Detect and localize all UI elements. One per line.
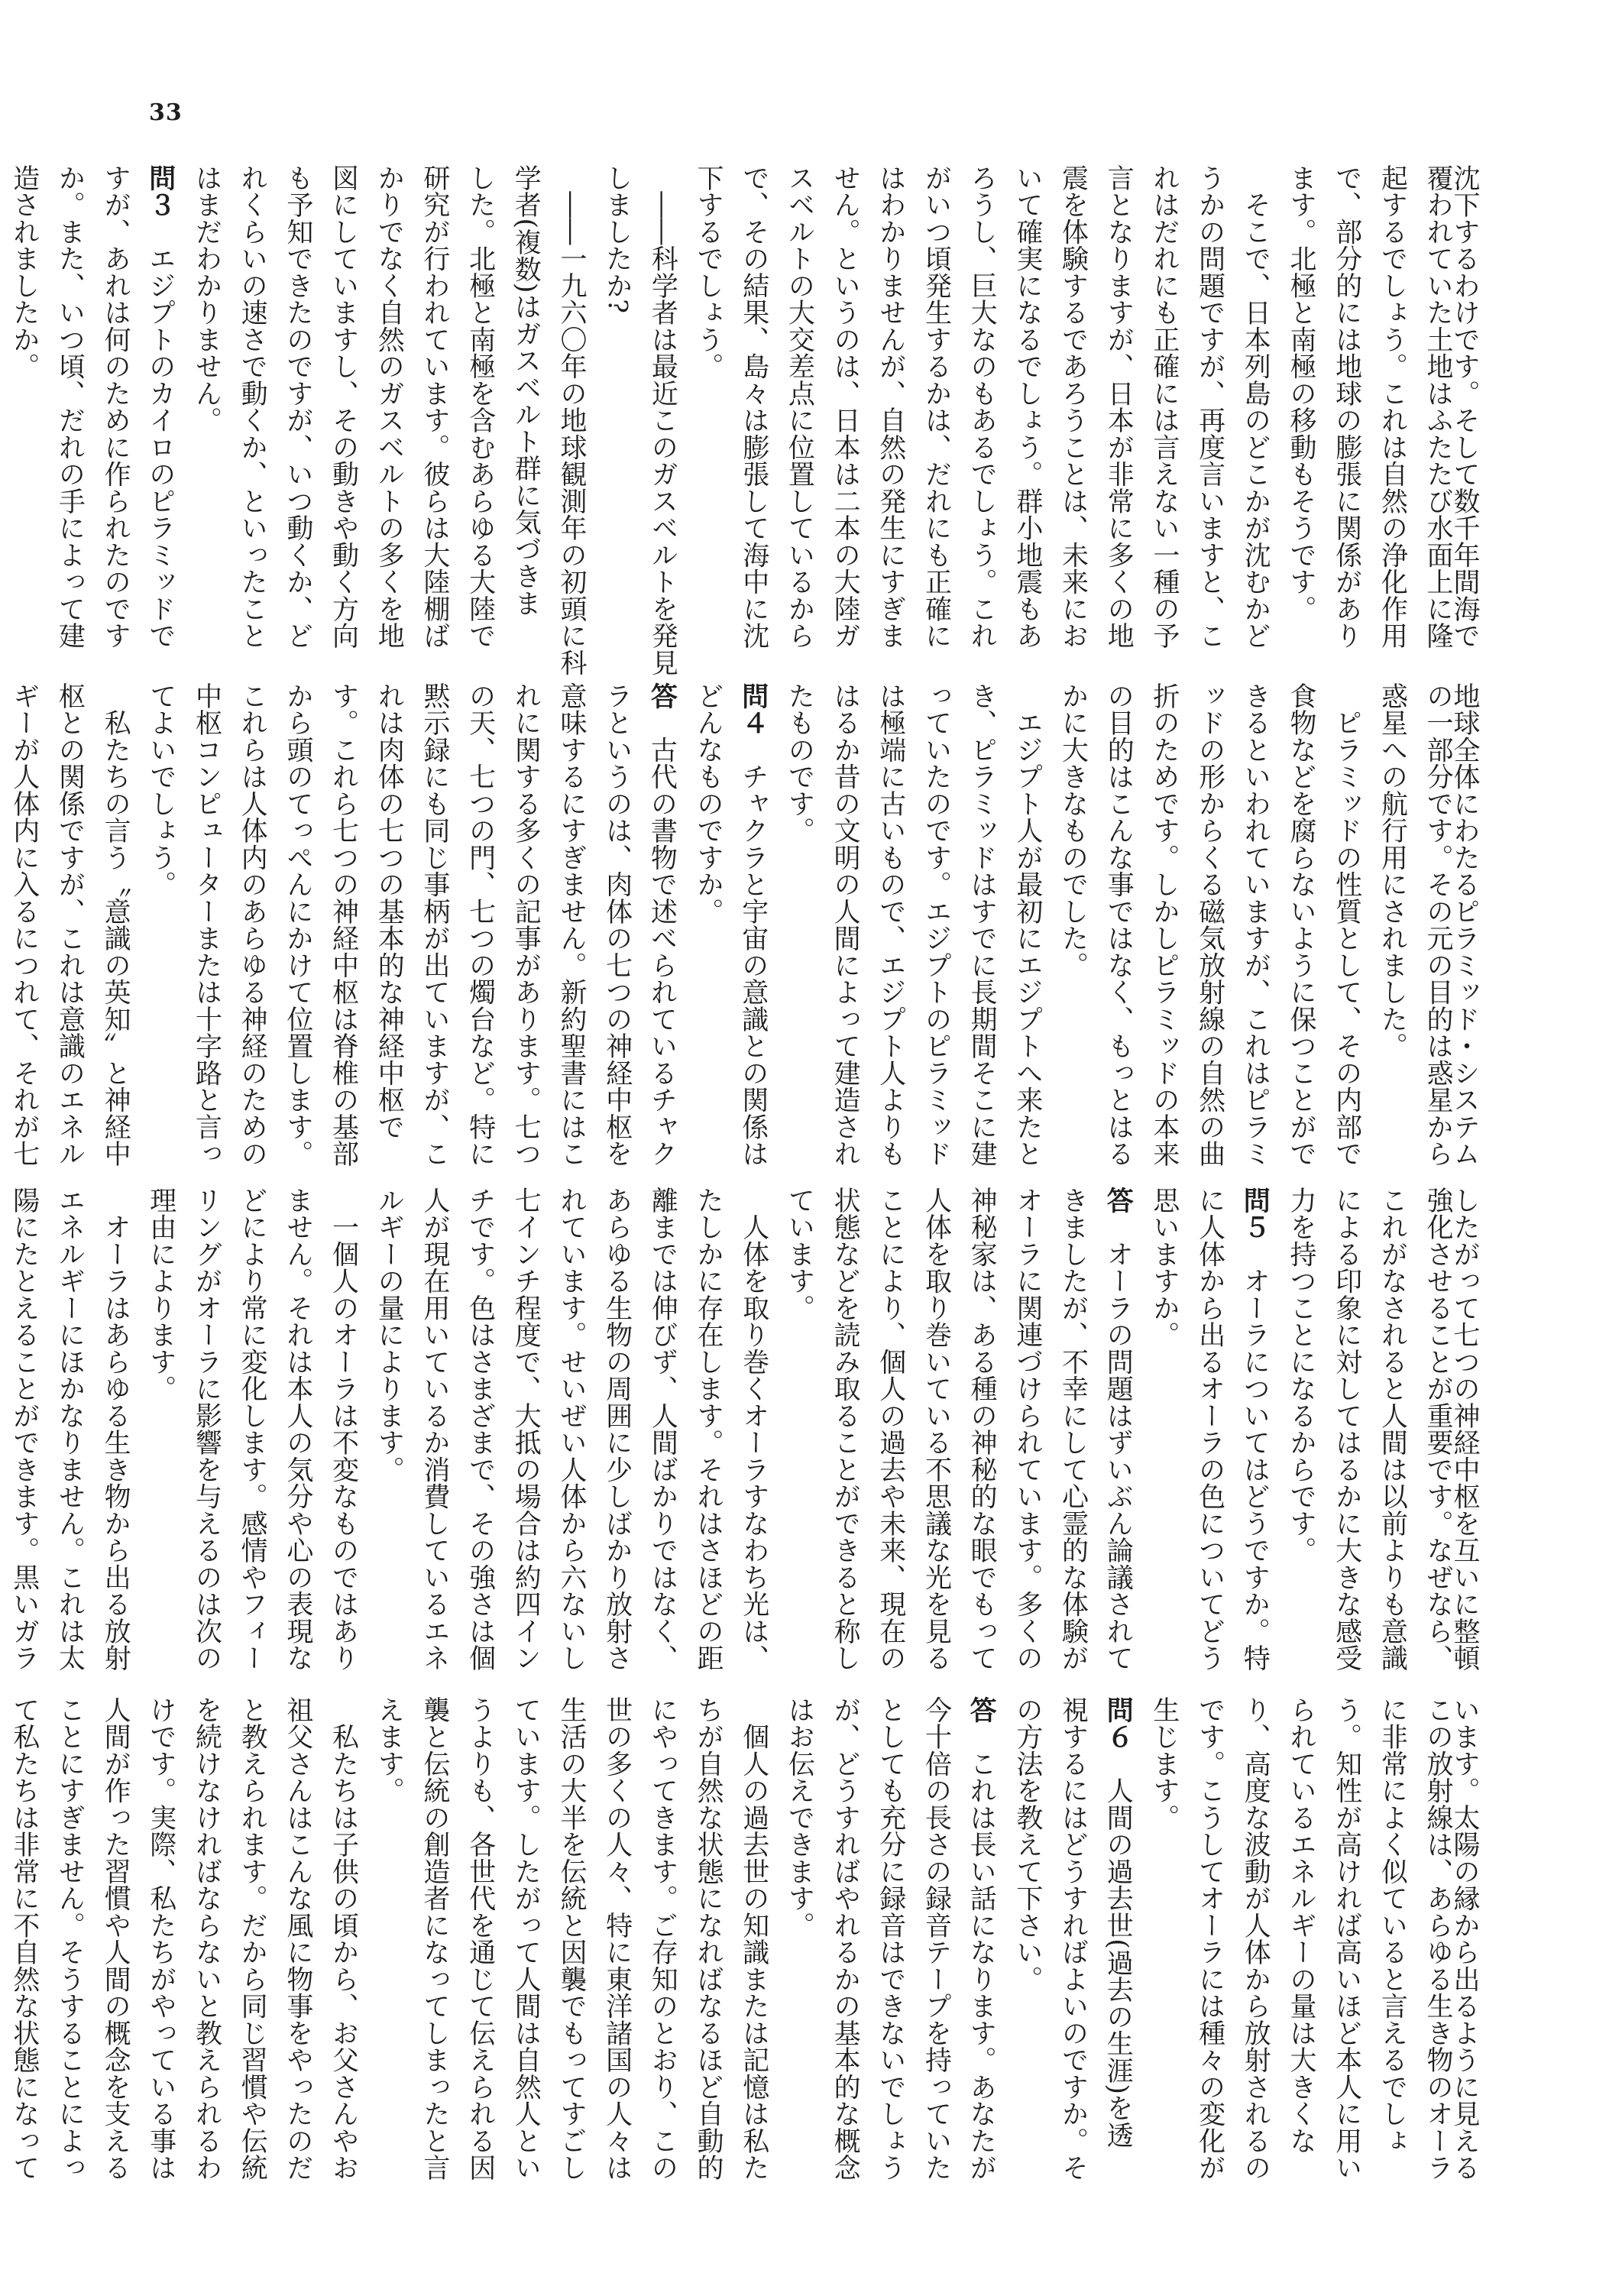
qa-marker: 問３: [144, 164, 176, 219]
text-column: きましたが、不幸にして心霊的な体験が: [1057, 1187, 1089, 1672]
text-column: ます。北極と南極の移動もそうです。: [1285, 164, 1316, 623]
text-column: そこで、日本列島のどこかが沈むかど: [1240, 164, 1271, 649]
text-column: れています。せいぜい人体から六ないし: [555, 1187, 587, 1672]
text-column: 今十倍の長さの録音テープを持っていた: [921, 1696, 952, 2181]
text-column: エネルギーにほかなりません。これは太: [54, 1187, 86, 1672]
text-column: り、高度な波動が人体から放射されるの: [1240, 1696, 1271, 2181]
text-column: 人体を取り巻いている不思議な光を見る: [921, 1187, 952, 1672]
text-column: れはだれにも正確には言えない一種の予: [1148, 164, 1180, 649]
text-column: 思いますか。: [1148, 1187, 1180, 1349]
page-number: 33: [149, 99, 183, 126]
text-column: せん。というのは、日本は二本の大陸ガ: [830, 164, 861, 649]
text-column: 言となりますが、日本が非常に多くの地: [1103, 164, 1135, 649]
text-column: ことにより、個人の過去や未来、現在の: [875, 1187, 906, 1672]
text-column: 震を体験するであろうことは、未来にお: [1057, 164, 1089, 649]
text-column: ません。それは本人の気分や心の表現な: [282, 1187, 313, 1672]
text-column: に非常によく似ていると言えるでしょ: [1377, 1696, 1408, 2155]
text-column: すが、あれは何のために作られたのです: [100, 164, 131, 649]
text-column: の目的はこんな事ではなく、もっとはる: [1103, 682, 1135, 1167]
text-column: います。太陽の縁から出るように見える: [1449, 1696, 1480, 2181]
text-column: 私たちの言う〝意識の英知〟と神経中: [100, 682, 131, 1167]
text-column: の天、七つの門、七つの燭台など。特に: [465, 682, 496, 1167]
text-column: ラというのは、肉体の七つの神経中枢を: [601, 682, 633, 1167]
qa-marker: 答: [646, 682, 678, 710]
text-column: ルギーの量によります。: [374, 1187, 405, 1483]
text-column: どんなものですか。: [693, 682, 724, 925]
qa-marker: 問４: [737, 682, 769, 737]
text-column: か。また、いつ頃、だれの手によって建: [54, 164, 86, 649]
text-column: これらは人体内のあらゆる神経のための: [237, 682, 268, 1167]
text-column: は極端に古いもので、エジプト人よりも: [875, 682, 906, 1167]
text-column: です。こうしてオーラには種々の変化が: [1194, 1696, 1225, 2181]
text-column: 地球全体にわたるピラミッド・システム: [1449, 682, 1480, 1167]
text-column: 折のためです。しかしピラミッドの本来: [1148, 682, 1180, 1167]
qa-marker: 問６: [1102, 1696, 1135, 1750]
text-column: と教えられます。だから同じ習慣や伝統: [237, 1696, 268, 2181]
text-column: を続けなければならないと教えられるわ: [191, 1696, 222, 2181]
text-column: も予知できたのですが、いつ動くか、ど: [282, 164, 313, 649]
text-column: す。これら七つの神経中枢は脊椎の基部: [328, 682, 359, 1167]
text-column: て私たちは非常に不自然な状態になって: [8, 1696, 40, 2181]
text-column: かに大きなものでした。: [1057, 682, 1089, 979]
text-column: 問６ 人間の過去世(過去の生涯)を透: [1102, 1696, 1135, 2149]
text-column: 惑星への航行用にされました。: [1377, 682, 1408, 1060]
text-column: がいつ頃発生するかは、だれにも正確に: [921, 164, 952, 649]
text-column: き、ピラミッドはすでに長期間そこに建: [966, 682, 998, 1167]
text-column: で、部分的には地球の膨張に関係があり: [1331, 164, 1362, 649]
text-column: はお伝えできます。: [784, 1696, 815, 1939]
text-column: 図にしていますし、その動きや動く方向: [328, 164, 359, 649]
text-column: 人が現在用いているか消費しているエネ: [419, 1187, 450, 1672]
qa-marker: 答: [966, 1696, 998, 1724]
text-column: たしかに存在します。それはさほどの距: [693, 1187, 724, 1672]
text-column: はるか昔の文明の人間によって建造され: [830, 682, 861, 1167]
text-tier-1: [8, 164, 1480, 676]
text-column: 陽にたとえることができます。黒いガラ: [8, 1187, 40, 1672]
text-column: きるといわれていますが、これはピラミ: [1240, 682, 1271, 1167]
text-column: ことにすぎません。そうすることによっ: [54, 1696, 86, 2181]
text-column: あらゆる生物の周囲に少しばかり放射さ: [601, 1187, 633, 1672]
text-column: 答 これは長い話になります。あなたが: [966, 1696, 998, 2181]
text-column: 力を持つことになるからです。: [1285, 1187, 1316, 1564]
text-column: 造されましたか。: [8, 164, 40, 380]
text-column: 生活の大半を伝統と因襲でもってすごし: [555, 1696, 587, 2181]
text-column: はまだわかりません。: [191, 164, 222, 434]
text-column: 起するでしょう。これは自然の浄化作用: [1377, 164, 1408, 649]
text-column: はわかりませんが、自然の発生にすぎま: [875, 164, 906, 649]
text-column: えます。: [374, 1696, 405, 1804]
text-column: 答 オーラの問題はずいぶん論議されて: [1102, 1187, 1135, 1672]
text-column: が、どうすればやれるかの基本的な概念: [830, 1696, 861, 2181]
text-column: の一部分です。その元の目的は惑星から: [1423, 682, 1453, 1167]
text-column: 理由によります。: [145, 1187, 176, 1402]
text-column: 強化させることが重要です。なぜなら、: [1423, 1187, 1453, 1672]
qa-marker: 問５: [1239, 1187, 1271, 1241]
text-tier-2: [8, 682, 1480, 1179]
text-column: 問５ オーラについてはどうですか。特: [1239, 1187, 1271, 1672]
text-tier-4: [8, 1696, 1480, 2204]
text-column: 人間が作った習慣や人間の概念を支える: [100, 1696, 131, 2181]
text-column: オーラはあらゆる生き物から出る放射: [100, 1187, 131, 1672]
text-column: で、その結果、島々は膨張して海中に沈: [738, 164, 769, 649]
text-column: ――科学者は最近このガスベルトを発見: [647, 164, 678, 676]
text-column: 神秘家は、ある種の神秘的な眼でもって: [966, 1187, 998, 1672]
text-column: の方法を教えて下さい。: [1012, 1696, 1043, 1993]
text-column: けです。実際、私たちがやっている事は: [145, 1696, 176, 2181]
text-column: ピラミッドの性質として、その内部で: [1331, 682, 1362, 1167]
text-column: 研究が行われています。彼らは大陸棚ば: [419, 164, 450, 649]
text-column: エジプト人が最初にエジプトへ来たと: [1012, 682, 1043, 1167]
text-column: 離までは伸びず、人間ばかりではなく、: [647, 1187, 678, 1672]
text-column: チです。色はさまざまで、その強さは個: [465, 1187, 496, 1672]
text-column: スベルトの大交差点に位置しているから: [784, 164, 815, 649]
text-column: による印象に対してはるかに大きな感受: [1331, 1187, 1362, 1672]
text-column: たものです。: [784, 682, 815, 844]
text-column: 枢との関係ですが、これは意識のエネル: [54, 682, 86, 1167]
text-column: ろうし、巨大なのもあるでしょう。これ: [966, 164, 998, 649]
text-column: 黙示録にも同じ事柄が出ていますが、こ: [419, 682, 450, 1167]
text-column: リングがオーラに影響を与えるのは次の: [191, 1187, 222, 1672]
text-column: にやってきます。ご存知のとおり、この: [647, 1696, 678, 2181]
text-column: 覆われていた土地はふたたび水面上に隆: [1423, 164, 1453, 649]
text-column: かりでなく自然のガスベルトの多くを地: [374, 164, 405, 649]
text-column: ッドの形からくる磁気放射線の自然の曲: [1194, 682, 1225, 1167]
text-column: 沈下するわけです。そして数千年間海で: [1449, 164, 1480, 649]
text-column: に人体から出るオーラの色についてどう: [1194, 1187, 1225, 1672]
text-tier-3: [8, 1187, 1480, 1687]
text-column: てよいでしょう。: [145, 682, 176, 898]
text-column: いて確実になるでしょう。群小地震もあ: [1012, 164, 1043, 649]
text-column: う。知性が高ければ高いほど本人に用い: [1331, 1696, 1362, 2181]
text-column: としても充分に録音はできないでしょう: [875, 1696, 906, 2181]
text-column: オーラに関連づけられています。多くの: [1012, 1187, 1043, 1672]
text-column: した。北極と南極を含むあらゆる大陸で: [465, 164, 496, 649]
text-column: 食物などを腐らないように保つことがで: [1285, 682, 1316, 1167]
text-column: 答 古代の書物で述べられているチャク: [646, 682, 678, 1167]
text-column: から頭のてっぺんにかけて位置します。: [282, 682, 313, 1167]
text-column: うかの問題ですが、再度言いますと、こ: [1194, 164, 1225, 649]
text-column: 中枢コンピューターまたは十字路と言っ: [191, 682, 222, 1167]
text-column: ています。したがって人間は自然人とい: [510, 1696, 542, 2181]
text-column: っていたのです。エジプトのピラミッド: [921, 682, 952, 1167]
text-column: ――一九六〇年の地球観測年の初頭に科: [555, 164, 587, 676]
text-column: これがなされると人間は以前よりも意識: [1377, 1187, 1408, 1672]
text-column: 人体を取り巻くオーラすなわち光は、: [738, 1187, 769, 1672]
text-column: れに関する多くの記事があります。七つ: [510, 682, 542, 1167]
text-column: 状態などを読み取ることができると称し: [830, 1187, 861, 1672]
text-column: うよりも、各世代を通じて伝えられる因: [465, 1696, 496, 2181]
text-column: 一個人のオーラは不変なものではあり: [328, 1187, 359, 1672]
text-column: 個人の過去世の知識または記憶は私た: [738, 1696, 769, 2181]
text-column: 七インチ程度で、大抵の場合は約四イン: [510, 1187, 542, 1672]
text-column: 襲と伝統の創造者になってしまったと言: [419, 1696, 450, 2181]
text-column: どにより常に変化します。感情やフィー: [237, 1187, 268, 1672]
qa-marker: 答: [1102, 1187, 1135, 1214]
text-column: 下するでしょう。: [693, 164, 724, 380]
text-column: 私たちは子供の頃から、お父さんやお: [328, 1696, 359, 2181]
text-column: ギーが人体内に入るにつれて、それが七: [8, 682, 40, 1167]
text-column: この放射線は、あらゆる生き物のオーラ: [1423, 1696, 1453, 2181]
text-column: ちが自然な状態になればなるほど自動的: [693, 1696, 724, 2181]
text-column: 意味するにすぎません。新約聖書にはこ: [555, 682, 587, 1167]
text-column: 学者(複数)はガスベルト群に気づきま: [510, 164, 542, 617]
text-column: 生じます。: [1148, 1696, 1180, 1831]
text-column: 問３ エジプトのカイロのピラミッドで: [144, 164, 176, 649]
text-column: れくらいの速さで動くか、といったこと: [237, 164, 268, 649]
text-column: ています。: [784, 1187, 815, 1322]
text-column: しましたか?: [601, 164, 633, 314]
text-column: 世の多くの人々、特に東洋諸国の人々は: [601, 1696, 633, 2181]
text-column: られているエネルギーの量は大きくな: [1285, 1696, 1316, 2155]
text-column: 問４ チャクラと宇宙の意識との関係は: [737, 682, 769, 1167]
text-column: したがって七つの神経中枢を互いに整頓: [1449, 1187, 1480, 1672]
text-column: れは肉体の七つの基本的な神経中枢で: [374, 682, 405, 1141]
text-column: 祖父さんはこんな風に物事をやったのだ: [282, 1696, 313, 2181]
text-column: 視するにはどうすればよいのですか。そ: [1057, 1696, 1089, 2181]
